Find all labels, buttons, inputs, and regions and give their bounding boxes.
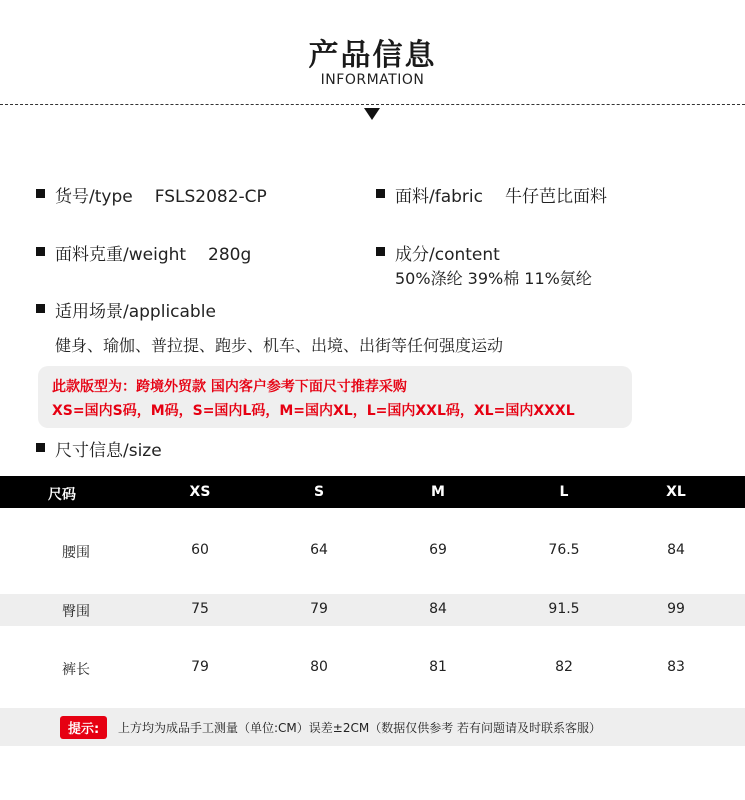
table-cell: 79: [310, 601, 328, 617]
square-bullet-icon: [36, 304, 45, 313]
down-arrow-icon: [364, 108, 380, 120]
table-cell: 69: [429, 542, 447, 558]
table-cell: 91.5: [548, 601, 580, 617]
table-cell: 99: [667, 601, 685, 617]
header-cell: S: [313, 484, 325, 500]
spec-weight-label: 面料克重/weight: [55, 245, 187, 265]
header-cell: XS: [189, 484, 211, 500]
tip-bar: [0, 708, 745, 746]
spec-applicable-label: 适用场景/applicable: [55, 302, 216, 322]
square-bullet-icon: [376, 247, 385, 256]
spec-type-value: FSLS2082-CP: [154, 187, 267, 207]
spec-type-label: 货号/type: [55, 187, 133, 207]
spec-applicable-value: 健身、瑜伽、普拉提、跑步、机车、出境、出街等任何强度运动: [55, 336, 504, 355]
page-title: 产品信息: [308, 38, 437, 73]
notice-line-2: XS=国内S码，M码，S=国内L码，M=国内XL，L=国内XXL码，XL=国内XXXL: [52, 403, 575, 419]
table-row: [0, 535, 745, 567]
header-cell: M: [431, 484, 445, 500]
table-cell: 84: [429, 601, 447, 617]
size-table-header: [0, 476, 745, 508]
spec-size-label: 尺寸信息/size: [55, 441, 162, 461]
table-cell: 60: [191, 542, 209, 558]
table-cell: 75: [191, 601, 209, 617]
square-bullet-icon: [36, 189, 45, 198]
page-subtitle: INFORMATION: [320, 72, 425, 88]
spec-type: [55, 182, 267, 207]
spec-content-value: 50%涤纶 39%棉 11%氨纶: [395, 269, 592, 288]
notice-line-1: 此款版型为：跨境外贸款 国内客户参考下面尺寸推荐采购: [52, 379, 407, 395]
tip-badge: 提示:: [60, 716, 107, 739]
table-cell: 84: [667, 542, 685, 558]
header-cell: 尺码: [48, 487, 76, 503]
square-bullet-icon: [36, 443, 45, 452]
square-bullet-icon: [36, 247, 45, 256]
spec-content-label: 成分/content: [395, 245, 500, 265]
row-label: 腰围: [62, 545, 90, 561]
table-cell: 76.5: [548, 542, 580, 558]
row-label: 裤长: [62, 662, 90, 678]
spec-fabric-value: 牛仔芭比面料: [504, 187, 607, 207]
table-cell: 79: [191, 659, 209, 675]
square-bullet-icon: [376, 189, 385, 198]
spec-fabric-label: 面料/fabric: [395, 187, 483, 207]
tip-text: 上方均为成品手工测量（单位:CM）误差±2CM（数据仅供参考 若有问题请及时联系客服）: [118, 721, 602, 735]
table-cell: 81: [429, 659, 447, 675]
table-cell: 82: [555, 659, 573, 675]
fit-notice: [38, 366, 632, 428]
table-cell: 83: [667, 659, 685, 675]
header-cell: L: [559, 484, 569, 500]
spec-weight: [55, 240, 251, 265]
spec-fabric: [395, 182, 607, 207]
header-cell: XL: [666, 484, 686, 500]
table-cell: 80: [310, 659, 328, 675]
row-label: 臀围: [62, 604, 90, 620]
table-cell: 64: [310, 542, 328, 558]
dashed-divider: [0, 104, 745, 105]
table-row: [0, 652, 745, 684]
spec-weight-value: 280g: [208, 245, 252, 265]
table-row: [0, 594, 745, 626]
